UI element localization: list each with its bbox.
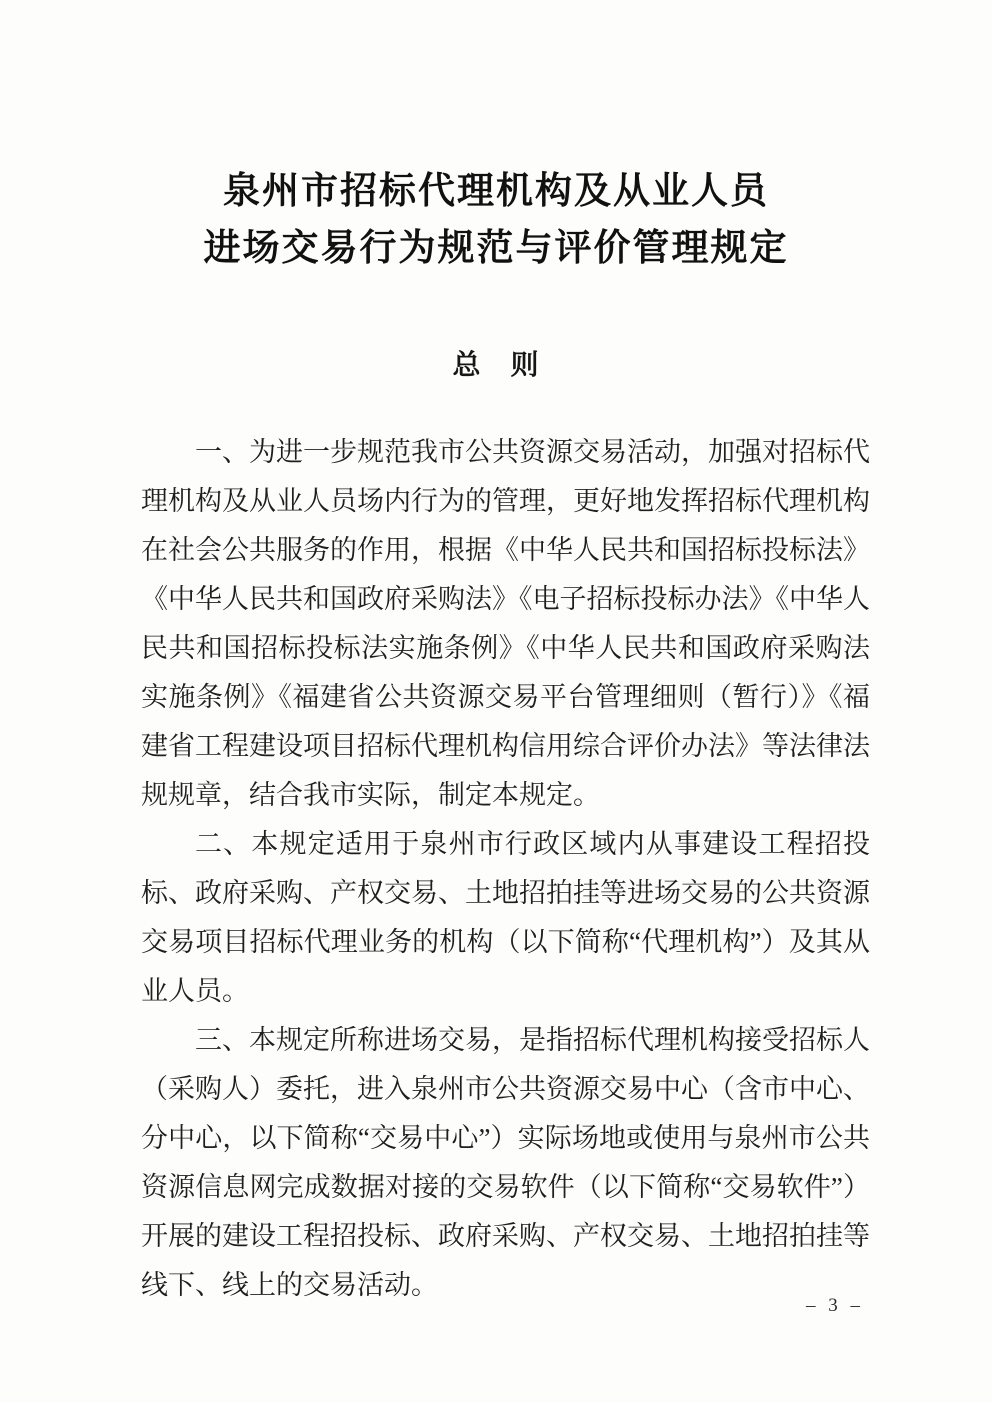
paragraph-article-1: 一、为进一步规范我市公共资源交易活动，加强对招标代理机构及从业人员场内行为的管理，更好地发挥招标代理机构在社会公共服务的作用，根据《中华人民共和国招标投标法》《中华人民共和国政府采购法》《电子招标投标办法》《中华人民共和国招标投标法实施条例》《中华人民共和国政府采购法实施条例》《福建省公共资源交易平台管理细则（暂行）》《福建省工程建设项目招标代理机构信用综合评价办法》等法律法规规章，结合我市实际，制定本规定。 xyxy=(141,437,870,810)
document-title xyxy=(0,0,992,277)
paragraph-article-3: 三、本规定所称进场交易，是指招标代理机构接受招标人（采购人）委托，进入泉州市公共资源交易中心（含市中心、分中心，以下简称“交易中心”）实际场地或使用与泉州市公共资源信息网完成数据对接的交易软件（以下简称“交易软件”）开展的建设工程招投标、政府采购、产权交易、土地招拍挂等线下、线上的交易活动。 xyxy=(141,1025,870,1300)
document-title-line1: 泉州市招标代理机构及从业人员 xyxy=(223,171,769,212)
document-title-line2: 进场交易行为规范与评价管理规定 xyxy=(203,228,789,269)
page-number: – 3 – xyxy=(806,1295,864,1316)
document-body xyxy=(141,428,870,1310)
section-heading-general-provisions: 总 则 xyxy=(452,350,540,381)
paragraph-article-2: 二、本规定适用于泉州市行政区域内从事建设工程招投标、政府采购、产权交易、土地招拍挂等进场交易的公共资源交易项目招标代理业务的机构（以下简称“代理机构”）及其从业人员。 xyxy=(141,829,870,1006)
